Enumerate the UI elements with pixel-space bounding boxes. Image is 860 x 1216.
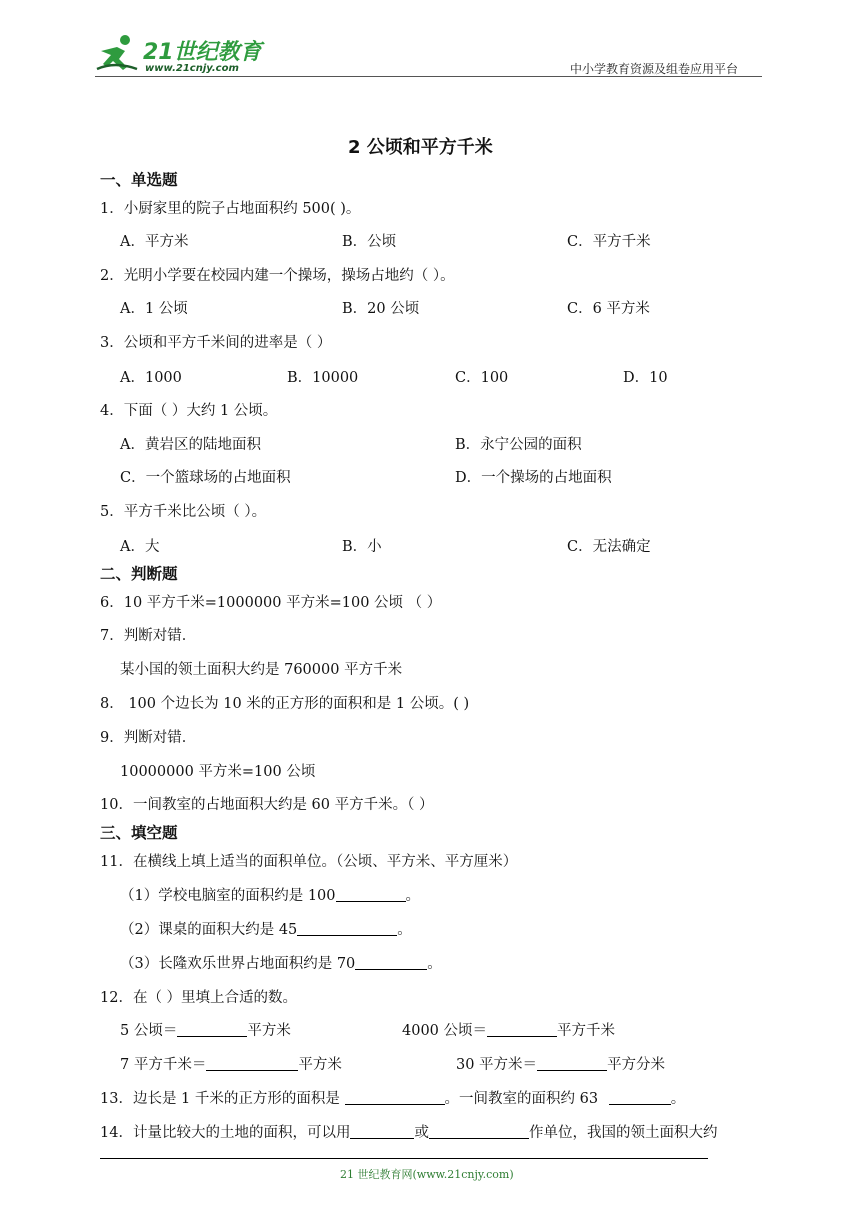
section-heading-fill-in: 三、填空题 [100, 824, 178, 842]
answer-blank[interactable] [345, 1090, 445, 1105]
question-11-part-2 [120, 918, 412, 939]
question-11-stem: 11．在横线上填上适当的面积单位。（公顷、平方米、平方厘米） [100, 854, 518, 870]
logo-text: 21世纪教育 [143, 40, 262, 65]
section-heading-single-choice: 一、单选题 [100, 171, 178, 189]
question-2-option-a: A．1 公顷 [120, 301, 188, 317]
question-3-stem: 3．公顷和平方千米间的进率是（ ） [100, 335, 332, 351]
question-4-option-d: D．一个操场的占地面积 [455, 470, 612, 486]
answer-blank[interactable] [336, 887, 406, 902]
answer-blank[interactable] [609, 1090, 671, 1105]
part-1-text: （1）学校电脑室的面积约是 100 [120, 888, 336, 904]
question-4-stem: 4．下面（ ）大约 1 公顷。 [100, 403, 278, 419]
part-3-end: 。 [427, 956, 442, 972]
answer-blank[interactable] [297, 921, 397, 936]
question-11-part-1 [120, 884, 420, 905]
footer-divider [100, 1158, 708, 1159]
item-a-unit: 平方米 [247, 1023, 291, 1039]
answer-blank[interactable] [350, 1124, 414, 1139]
page-title: 2 公顷和平方千米 [348, 137, 493, 158]
part-2-text: （2）课桌的面积大约是 45 [120, 922, 298, 938]
question-8: 8． 100 个边长为 10 米的正方形的面积和是 1 公顷。( ) [100, 696, 470, 712]
question-12-item-a [120, 1019, 291, 1040]
question-4-option-b: B．永宁公园的面积 [455, 437, 582, 453]
question-9-stem: 9．判断对错． [100, 730, 197, 746]
question-3-option-d: D．10 [623, 370, 668, 386]
question-5-option-a: A．大 [120, 539, 160, 555]
question-1-option-c: C．平方千米 [567, 234, 651, 250]
part-3-text: （3）长隆欢乐世界占地面积约是 70 [120, 956, 356, 972]
question-4-option-c: C．一个篮球场的占地面积 [120, 470, 291, 486]
question-7-stem: 7．判断对错． [100, 628, 197, 644]
question-12-item-b [402, 1019, 615, 1040]
question-14-continuation: 作单位，我国的领土面积大约 [528, 1125, 718, 1141]
question-12-item-c [120, 1053, 342, 1074]
item-b-unit: 平方千米 [557, 1023, 616, 1039]
question-5-option-b: B．小 [342, 539, 382, 555]
question-3-option-b: B．10000 [287, 370, 359, 386]
question-13 [100, 1087, 685, 1108]
question-11-part-3 [120, 952, 442, 973]
question-6: 6．10 平方千米=1000000 平方米=100 公顷 （ ） [100, 595, 442, 611]
answer-blank[interactable] [487, 1022, 557, 1037]
question-3-option-c: C．100 [455, 370, 509, 386]
part-1-end: 。 [405, 888, 421, 904]
question-9-statement: 10000000 平方米=100 公顷 [120, 764, 316, 780]
question-12-stem: 12．在（ ）里填上合适的数。 [100, 990, 298, 1006]
question-14 [100, 1121, 717, 1142]
question-5-option-c: C．无法确定 [567, 539, 651, 555]
item-d-unit: 平方分米 [607, 1057, 666, 1073]
header-divider [95, 76, 762, 77]
question-1-option-b: B．公顷 [342, 234, 397, 250]
question-2-stem: 2．光明小学要在校园内建一个操场，操场占地约（ ）。 [100, 268, 455, 284]
question-4-option-a: A．黄岩区的陆地面积 [120, 437, 261, 453]
question-12-item-d [456, 1053, 665, 1074]
item-b-prefix: 4000 公顷＝ [402, 1023, 488, 1039]
question-3-option-a: A．1000 [120, 370, 182, 386]
answer-blank[interactable] [177, 1022, 247, 1037]
answer-blank[interactable] [355, 955, 427, 970]
question-13-end: 。 [670, 1091, 686, 1107]
item-a-prefix: 5 公顷＝ [120, 1023, 178, 1039]
part-2-end: 。 [397, 922, 412, 938]
question-7-statement: 某小国的领土面积大约是 760000 平方千米 [120, 662, 403, 678]
header-platform-text: 中小学教育资源及组卷应用平台 [570, 62, 739, 76]
logo [95, 33, 265, 77]
question-1-stem: 1．小厨家里的院子占地面积约 500( )。 [100, 201, 361, 217]
item-c-prefix: 7 平方千米＝ [120, 1057, 207, 1073]
runner-logo-icon [95, 33, 139, 73]
question-14-text: 14．计量比较大的土地的面积，可以用 [100, 1125, 351, 1141]
question-13-middle: 。一间教室的面积约 63 [444, 1091, 603, 1107]
question-13-text: 13．边长是 1 千米的正方形的面积是 [100, 1091, 345, 1107]
answer-blank[interactable] [429, 1124, 529, 1139]
question-10: 10．一间教室的占地面积大约是 60 平方千米。（ ） [100, 797, 434, 813]
answer-blank[interactable] [537, 1056, 607, 1071]
question-14-or: 或 [414, 1125, 429, 1141]
question-2-option-b: B．20 公顷 [342, 301, 420, 317]
question-1-option-a: A．平方米 [120, 234, 189, 250]
question-5-stem: 5．平方千米比公顷（ ）。 [100, 504, 267, 520]
item-c-unit: 平方米 [298, 1057, 342, 1073]
answer-blank[interactable] [206, 1056, 298, 1071]
logo-url: www.21cnjy.com [145, 63, 239, 74]
question-2-option-c: C．6 平方米 [567, 301, 650, 317]
item-d-prefix: 30 平方米＝ [456, 1057, 538, 1073]
footer-text: 21 世纪教育网(www.21cnjy.com) [340, 1168, 514, 1181]
section-heading-true-false: 二、判断题 [100, 565, 178, 583]
